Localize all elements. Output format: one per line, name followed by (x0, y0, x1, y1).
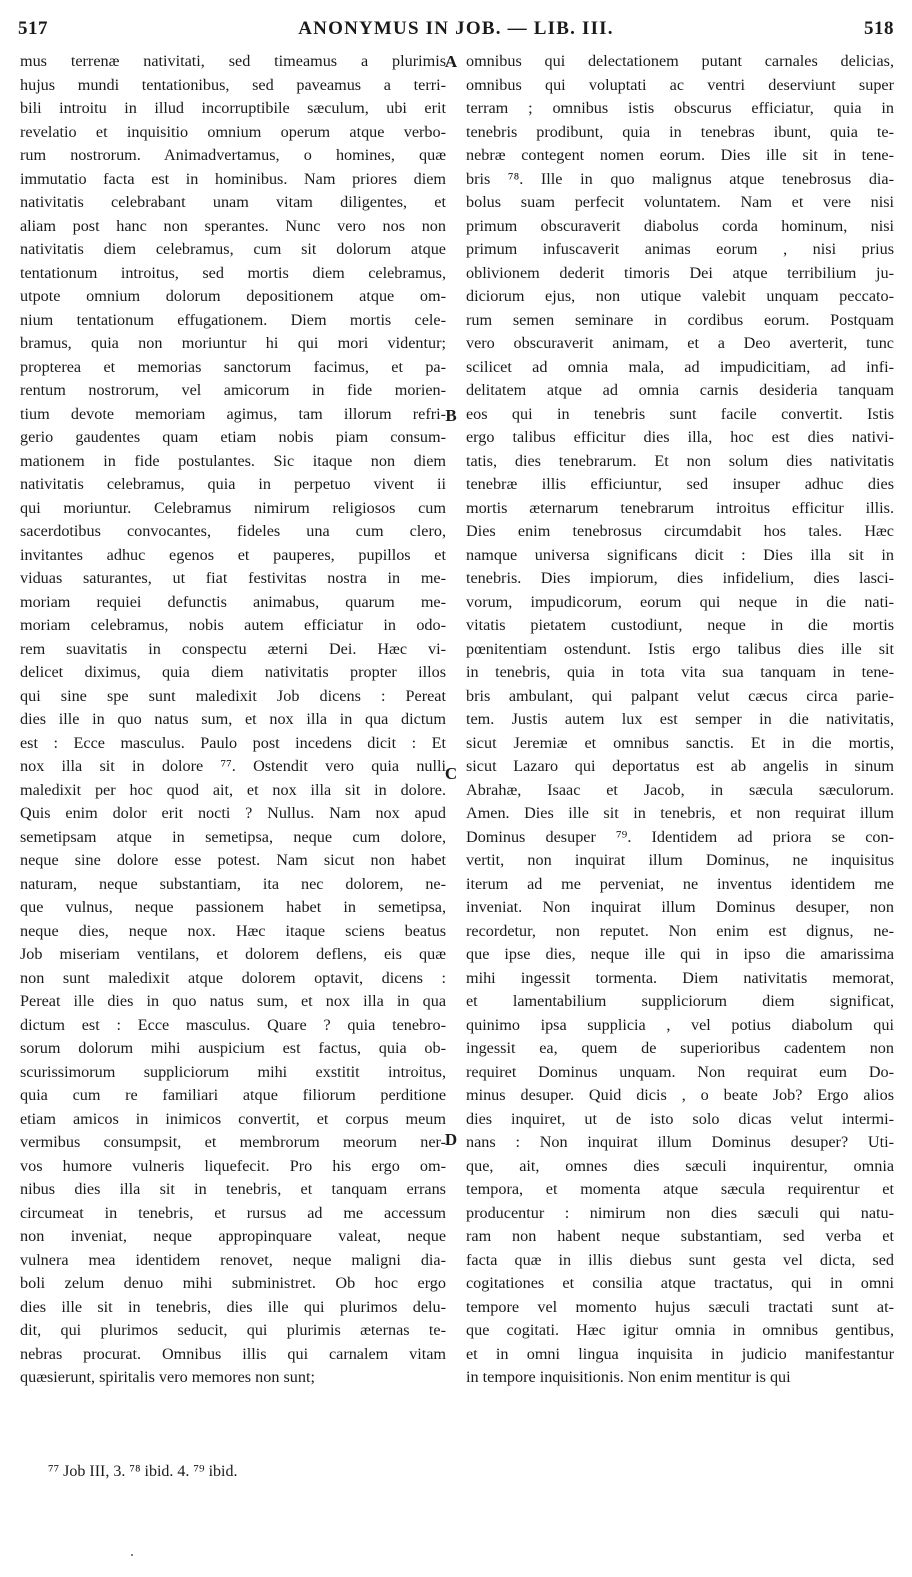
right-column-text-line: delitatem atque ad omnia carnis desideria tanquam (466, 381, 894, 399)
right-column-text-line: Amen. Dies ille sit in tenebris, et non requirat illum (466, 804, 894, 822)
left-column-text-line: gerio gaudentes quam etiam nobis piam consum- (20, 428, 446, 446)
right-column-text-line: Dies enim tenebrosus circumdabit hos tales. Hæc (466, 522, 894, 540)
footnote: ⁷⁷ Job III, 3. ⁷⁸ ibid. 4. ⁷⁹ ibid. (48, 1463, 238, 1480)
left-column-text-line: scurissimorum suppliciorum mihi exstitit introitus, (20, 1062, 446, 1081)
left-column-text-line: viduas saturantes, ut fiat festivitas nostra in me- (20, 569, 446, 587)
running-header (18, 14, 894, 44)
left-column-text-line: rem suavitatis in conspectu æterni Dei. Hæc vi- (20, 639, 446, 658)
right-column-text-line: vitatis pietatem custodiunt, neque in die mortis (466, 616, 894, 634)
right-column-text-line: ingessit ea, quem de superioribus cadentem non (466, 1039, 894, 1057)
left-column-text-line: qui moriuntur. Celebramus nimirum religiosos cum (20, 498, 446, 517)
left-column-text-line: invitantes adhuc egenos et pauperes, pupillos et (20, 545, 446, 564)
left-column-text-line: dies ille in quo natus sum, et nox illa in qua dictum (20, 710, 446, 728)
left-column-text-line: tium devote memoriam agimus, tam illorum refri- (20, 404, 446, 423)
right-column-text-line: diciorum ejus, non utique valebit unquam peccato- (466, 287, 894, 305)
left-column-text-line: qui sine spe sunt maledixit Job dicens : Pereat (20, 686, 446, 705)
left-column-text-line: aliam post hanc non sperantes. Nunc vero nos non (20, 216, 446, 235)
right-column-text-line: ram non habent neque substantiam, sed verba et (466, 1227, 894, 1245)
left-column-text-line: neque dies, neque nox. Hæc itaque sciens beatus (20, 921, 446, 940)
left-column-text-line: maledixit per hoc quod ait, et nox illa sit in dolore. (20, 780, 446, 799)
right-column-text-line: tenebræ illis efficiuntur, sed insuper adhuc dies (466, 475, 894, 493)
left-column-text-line: boli zelum denuo mihi subministret. Ob hoc ergo (20, 1274, 446, 1292)
right-column-text-line: pœnitentiam ostendunt. Istis ergo talibus dies ille sit (466, 639, 894, 658)
left-column-text-line: nativitatis celebramus, quia in perpetuo vivent ii (20, 475, 446, 493)
right-column-text-line: namque universa significans dicit : Dies illa sit in (466, 545, 894, 564)
left-column-text-line: nativitatis celebrabant unam vitam diligentes, et (20, 193, 446, 211)
right-column-text-line: vorum, impudicorum, eorum qui neque in die nati- (466, 592, 894, 611)
right-column-text-line: tenebris prodibunt, quia in tenebras ibunt, quia te- (466, 122, 894, 141)
left-column-text-line: non sunt maledixit atque dolorem optavit, dicens : (20, 968, 446, 987)
left-column-text-line: que vulnus, neque passionem habet in semetipsa, (20, 898, 446, 916)
left-column-text-line: nativitatis diem celebramus, cum sit dolorum atque (20, 240, 446, 258)
right-column-text-line: nans : Non inquirat illum Dominus desuper? Uti- (466, 1133, 894, 1151)
page-number-left: 517 (18, 18, 48, 39)
left-column-text-line: rentum nostrorum, vel amicorum in fide morien- (20, 381, 446, 399)
left-column-text-line: bili introitu in illud incorruptibile sæculum, ubi erit (20, 99, 446, 117)
left-column-text-line: revelatio et inquisitio omnium operum atque verbo- (20, 122, 446, 141)
right-column-text-line: que, ait, omnes dies sæculi inquirentur, omnia (466, 1156, 894, 1175)
right-column-text-line: iterum ad me perveniat, ne inventus identidem me (466, 874, 894, 893)
left-column-text-line: vulnera mea identidem renovet, neque maligni dia- (20, 1250, 446, 1269)
left-column-text-line: tentationum introitus, sed mortis diem celebramus, (20, 263, 446, 282)
right-column-text-line: sicut Jeremiæ et omnibus sanctis. Et in die mortis, (466, 733, 894, 752)
right-column-text-line: Abrahæ, Isaac et Jacob, in sæcula sæculorum. (466, 780, 894, 799)
right-column-text-line: terram ; omnibus istis obscurus efficiatur, quia in (466, 99, 894, 117)
left-column-text-line: moriam celebramus, nobis autem efficiatur in odo- (20, 616, 446, 634)
right-column-text-line: tempore vel momento hujus sæculi tractati sunt at- (466, 1297, 894, 1316)
right-column-text-line: Dominus desuper ⁷⁹. Identidem ad priora se con- (466, 827, 894, 846)
right-column-text-line: tenebris. Dies impiorum, dies infidelium, dies lasci- (466, 569, 894, 587)
right-column-text-line: facta quæ in illis diebus sunt gesta vel dicta, sed (466, 1250, 894, 1269)
left-column-text-line: vermibus consumpsit, et membrorum meorum ner- (20, 1133, 446, 1151)
right-column-text-line: bris ⁷⁸. Ille in quo malignus atque tenebrosus dia- (466, 169, 894, 188)
right-column-text-line: et in omni lingua inquisita in judicio manifestantur (466, 1344, 894, 1363)
left-column-text-line: bramus, quia non moriuntur hi qui mori videntur; (20, 334, 446, 352)
left-column-text-line: non inveniat, neque appropinquare valeat, neque (20, 1227, 446, 1245)
right-column-text-line: tem. Justis autem lux est semper in die nativitatis, (466, 710, 894, 728)
right-column-text-line: omnibus qui delectationem putant carnales delicias, (466, 52, 894, 70)
right-column-text-line: quinimo ipsa supplicia , vel potius diabolum qui (466, 1015, 894, 1034)
left-column-text-line: Quis enim dolor erit nocti ? Nullus. Nam nox apud (20, 804, 446, 822)
left-column-text-line: quæsierunt, spiritalis vero memores non sunt; (20, 1368, 315, 1386)
left-column-text-line: Job miseriam ventilans, et dolorem deflens, eis quæ (20, 945, 446, 963)
left-column (20, 50, 446, 1390)
right-column-text-line: eos qui in tenebris sunt facile convertit. Istis (466, 404, 894, 423)
left-column-text-line: immutatio facta est in hominibus. Nam priores diem (20, 169, 446, 188)
running-title: ANONYMUS IN JOB. — LIB. III. (298, 18, 614, 39)
right-column-text-line: vertit, non inquirat illum Dominus, ne inquisitus (466, 851, 894, 869)
margin-marker-d: D (444, 1130, 458, 1149)
left-column-text-line: circumeat in tenebris, et rursus ad me accessum (20, 1203, 446, 1222)
left-column-text-line: vos humore vulneris liquefecit. Pro his ergo om- (20, 1156, 446, 1175)
right-column-text-line: que cogitati. Hæc igitur omnia in omnibus gentibus, (466, 1321, 894, 1339)
left-column-text-line: mus terrenæ nativitati, sed timeamus a plurimis (20, 52, 446, 70)
right-column-text-line: nebræ contegent nomen eorum. Dies ille sit in tene- (466, 146, 894, 164)
left-column-text-line: delicet diximus, quia diem nativitatis propter illos (20, 663, 446, 681)
right-column-text-line: mihi ingessit tormenta. Diem nativitatis memorat, (466, 968, 894, 987)
right-column-text-line: producentur : nimirum non dies sæculi qui natu- (466, 1203, 894, 1222)
left-column-text-line: dictum est : Ecce masculus. Quare ? quia tenebro- (20, 1015, 446, 1034)
right-column-text-line: inveniat. Non inquirat illum Dominus desuper, non (466, 898, 894, 916)
left-column-text-line: semetipsam atque in semetipsa, neque cum dolore, (20, 827, 446, 846)
right-column-text-line: dies inquiret, ut de isto solo dicas velut intermi- (466, 1109, 894, 1128)
right-column-text-line: bris ambulant, qui palpant velut cæcus circa parie- (466, 686, 894, 705)
left-column-text-line: etiam amicos in inimicos convertit, et corpus meum (20, 1109, 446, 1128)
right-column-text-line: ergo talibus efficitur dies illa, hoc est dies nativi- (466, 428, 894, 446)
right-column-text-line: omnibus qui voluptati ac ventri deserviunt super (466, 75, 894, 94)
right-column-text-line: scilicet ad omnia mala, ad impudicitiam, ad infi- (466, 357, 894, 376)
right-column-text-line: que ipse dies, neque ille qui in ipso die amarissima (466, 945, 894, 963)
right-column-text-line: cogitationes et consilia atque tractatus, qui in omni (466, 1274, 894, 1292)
left-column-text-line: sorum dolorum mihi auspicium est factus, quia ob- (20, 1039, 446, 1057)
margin-marker-c: C (444, 764, 458, 783)
right-column-text-line: recordetur, non reputet. Non enim est dignus, ne- (466, 921, 894, 940)
left-column-text-line: neque sine dolore esse potest. Nam sicut non habet (20, 851, 446, 869)
right-column-text-line: tempora, et momenta atque sæcula requirentur et (466, 1180, 894, 1198)
left-column-text-line: naturam, neque substantiam, ita nec dolorem, ne- (20, 874, 446, 893)
left-column-text-line: dies ille sit in tenebris, dies ille qui plurimos delu- (20, 1297, 446, 1316)
left-column-text-line: utpote omnium dolorum depositionem atque om- (20, 287, 446, 305)
right-column-text-line: primum obscuraverit diabolus corda hominum, nisi (466, 216, 894, 235)
margin-marker-b: B (445, 406, 457, 425)
right-column-text-line: in tenebris, quia in tota vita sua tanquam in tene- (466, 663, 894, 681)
left-column-text-line: hujus mundi tentationibus, sed paveamus a terri- (20, 75, 446, 94)
right-column-text-line: tatis, dies tenebrarum. Et non solum dies nativitatis (466, 451, 894, 470)
right-column-text-line: sicut Lazaro qui deportatus est ab angelis in sinum (466, 757, 894, 775)
right-column-text-line: minus desuper. Quid dicis , o beate Job? Ergo alios (466, 1086, 894, 1104)
right-column-text-line: rum semen seminare in cordibus eorum. Postquam (466, 310, 894, 329)
left-column-text-line: moriam requiei defunctis animabus, quarum me- (20, 592, 446, 611)
left-column-text-line: nebras procurat. Omnibus illis qui carnalem vitam (20, 1344, 446, 1363)
right-column-text-line: primum infuscaverit animas eorum , nisi prius (466, 240, 894, 258)
right-column-text-line: oblivionem dederit timoris Dei atque terribilium ju- (466, 263, 894, 282)
left-column-text-line: sacerdotibus convocantes, fideles una cum clero, (20, 522, 446, 540)
left-column-text-line: nium tentationum effugationem. Diem mortis cele- (20, 310, 446, 329)
right-column-text-line: requiret Dominus unquam. Non requirat eum Do- (466, 1062, 894, 1081)
page-number-right: 518 (863, 18, 894, 39)
left-column-text-line: rum nostrorum. Animadvertamus, o homines, quæ (20, 146, 446, 164)
left-column-text-line: nibus dies illa sit in tenebris, et tanquam errans (20, 1180, 446, 1198)
left-column-text-line: Pereat ille dies in quo natus sum, et nox illa in qua (20, 992, 446, 1010)
right-column-text-line: bolus suam perfecit voluntatem. Nam et vere nisi (466, 193, 894, 211)
right-column-text-line: in tempore inquisitionis. Non enim mentitur is qui (466, 1368, 791, 1386)
right-column-text-line: et lamentabilium suppliciorum diem significat, (466, 992, 894, 1010)
right-column-text-line: vero obscuraverit animam, et a Deo averterit, tunc (466, 334, 894, 352)
left-column-text-line: mationem in fide postulantes. Sic itaque non diem (20, 451, 446, 470)
left-column-text-line: propterea et memorias sanctorum facimus, et pa- (20, 357, 446, 376)
right-column (466, 50, 894, 1390)
left-column-text-line: nox illa sit in dolore ⁷⁷. Ostendit vero quia nulli (20, 757, 446, 775)
left-column-text-line: est : Ecce masculus. Paulo post incedens dicit : Et (20, 733, 446, 752)
left-column-text-line: dit, qui plurimos seducit, qui plurimis æternas te- (20, 1321, 446, 1339)
left-column-text-line: quia cum re familiari atque filiorum perditione (20, 1086, 446, 1104)
print-speck (131, 1554, 133, 1556)
right-column-text-line: mortis æternarum tenebrarum introitus efficitur illis. (466, 498, 894, 517)
margin-marker-a: A (444, 52, 458, 71)
